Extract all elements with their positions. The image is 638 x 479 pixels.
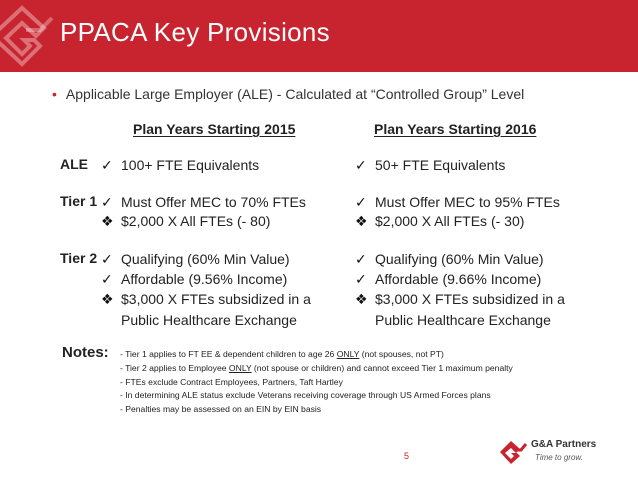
- list-item: [101, 250, 290, 268]
- list-item: [101, 193, 306, 211]
- list-item: [101, 311, 297, 329]
- note-line: [120, 349, 444, 359]
- list-item: [101, 290, 311, 308]
- ga-partners-logo-icon: [498, 436, 528, 466]
- note-line: [120, 404, 321, 414]
- page-title: PPACA Key Provisions: [60, 17, 330, 47]
- item-text: Public Healthcare Exchange: [121, 312, 297, 328]
- item-text: Qualifying (60% Min Value): [375, 251, 544, 267]
- check-icon: ✓: [355, 251, 367, 267]
- note-line: [120, 377, 343, 387]
- column-header-2015: Plan Years Starting 2015: [133, 121, 296, 137]
- header-band: [0, 0, 638, 72]
- item-text: $3,000 X FTEs subsidized in a: [375, 291, 565, 307]
- item-text: $3,000 X FTEs subsidized in a: [121, 291, 311, 307]
- list-item: [101, 212, 270, 230]
- item-text: $2,000 X All FTEs (- 30): [375, 213, 525, 229]
- note-emphasis: ONLY: [228, 363, 252, 373]
- note-text: (not spouses, not PT): [359, 349, 444, 359]
- list-item: [355, 311, 551, 329]
- note-emphasis: ONLY: [336, 349, 360, 359]
- note-text: - In determining ALE status exclude Veterans receiving coverage through US Armed Forces plans: [120, 390, 491, 400]
- note-text: (not spouse or children) and cannot exceed Tier 1 maximum penalty: [251, 363, 513, 373]
- brand-logo: [498, 436, 618, 470]
- column-header-2016: Plan Years Starting 2016: [374, 121, 537, 137]
- notes-label: Notes:: [62, 344, 109, 361]
- note-text: - Tier 1 applies to FT EE & dependent children to age 26: [120, 349, 337, 359]
- list-item: [101, 270, 287, 288]
- list-item: [355, 156, 505, 174]
- list-item: [355, 193, 560, 211]
- diamond-bullet-icon: ❖: [355, 291, 368, 307]
- list-item: [355, 250, 544, 268]
- list-item: [355, 270, 541, 288]
- note-line: [120, 390, 491, 400]
- check-icon: ✓: [355, 194, 367, 210]
- check-icon: ✓: [101, 251, 113, 267]
- item-text: Qualifying (60% Min Value): [121, 251, 290, 267]
- list-item: [355, 212, 524, 230]
- check-icon: ✓: [355, 271, 367, 287]
- row-label-ale: ALE: [60, 156, 88, 172]
- item-text: $2,000 X All FTEs (- 80): [121, 213, 271, 229]
- brand-name: G&A Partners: [531, 439, 597, 450]
- intro-bullet: [52, 86, 524, 102]
- diamond-bullet-icon: ❖: [355, 213, 368, 229]
- list-item: [101, 156, 259, 174]
- note-text: - Tier 2 applies to Employee: [120, 363, 229, 373]
- row-label-tier-2: Tier 2: [60, 250, 98, 266]
- row-label-tier-1: Tier 1: [60, 193, 98, 209]
- list-item: [355, 290, 565, 308]
- check-icon: ✓: [355, 157, 367, 173]
- item-text: Affordable (9.66% Income): [375, 271, 542, 287]
- intro-text: Applicable Large Employer (ALE) - Calculated at “Controlled Group” Level: [65, 86, 525, 102]
- item-text: Must Offer MEC to 95% FTEs: [375, 194, 560, 210]
- check-icon: ✓: [101, 271, 113, 287]
- note-line: [120, 363, 513, 373]
- check-icon: ✓: [101, 194, 113, 210]
- item-text: Affordable (9.56% Income): [121, 271, 288, 287]
- brand-tagline: Time to grow.: [535, 453, 583, 462]
- item-text: 100+ FTE Equivalents: [121, 157, 260, 173]
- check-icon: ✓: [101, 157, 113, 173]
- page-number: 5: [404, 451, 410, 461]
- note-text: - FTEs exclude Contract Employees, Partners, Taft Hartley: [120, 377, 343, 387]
- diamond-bullet-icon: ❖: [101, 213, 114, 229]
- note-text: - Penalties may be assessed on an EIN by EIN basis: [120, 404, 322, 414]
- item-text: Must Offer MEC to 70% FTEs: [121, 194, 306, 210]
- diamond-bullet-icon: ❖: [101, 291, 114, 307]
- item-text: Public Healthcare Exchange: [375, 312, 551, 328]
- bullet-icon: •: [52, 86, 57, 102]
- item-text: 50+ FTE Equivalents: [375, 157, 506, 173]
